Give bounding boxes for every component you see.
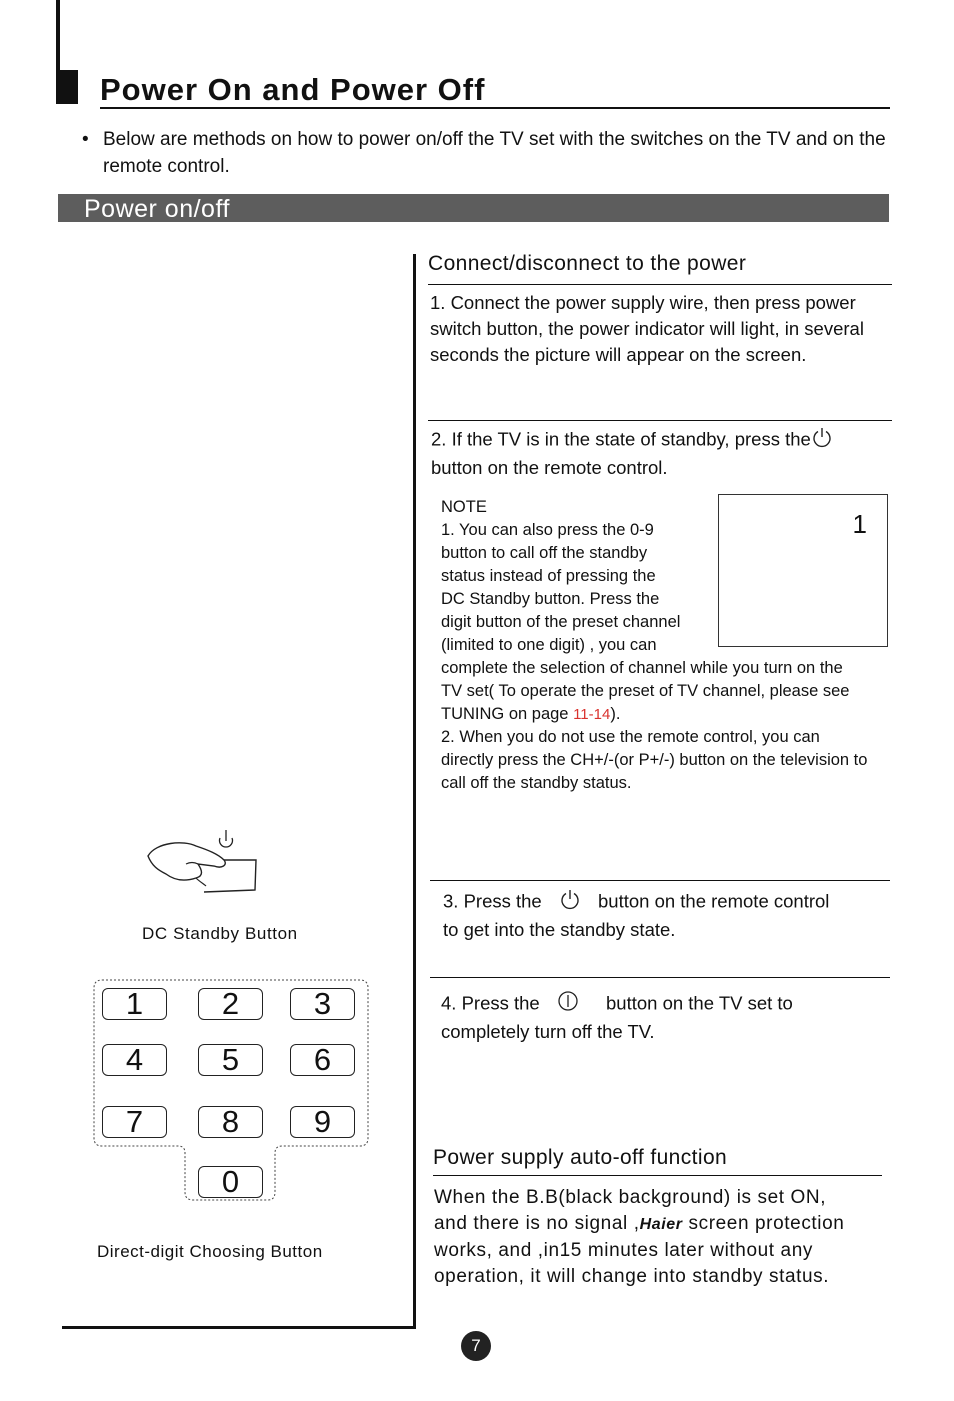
step-3-text-c: to get into the standby state. [443, 919, 676, 940]
keypad-caption: Direct-digit Choosing Button [97, 1242, 323, 1261]
note-line: call off the standby status. [441, 774, 632, 792]
step-4-rule [430, 977, 890, 978]
tv-screen-illustration [718, 494, 888, 647]
digit-key-2: 2 [198, 988, 263, 1020]
autooff-line: When the B.B(black background) is set ON, [434, 1187, 827, 1208]
connect-heading-rule [428, 284, 892, 285]
digit-keypad [92, 978, 370, 1200]
autooff-heading: Power supply auto-off function [433, 1146, 728, 1169]
note-tuning-text: TUNING on page [441, 705, 569, 723]
page-reference: 11-14 [573, 706, 611, 723]
connect-heading: Connect/disconnect to the power [428, 252, 747, 275]
digit-key-7: 7 [102, 1106, 167, 1138]
step-4 [441, 990, 891, 1045]
step-3-text-a: 3. Press the [443, 890, 542, 912]
note-line: status instead of pressing the [441, 567, 656, 585]
bullet-icon: • [82, 129, 89, 150]
note-line [441, 703, 941, 726]
power-standby-icon [811, 426, 833, 455]
autooff-line [434, 1211, 914, 1238]
header-bar-thick [56, 70, 78, 104]
digit-key-5: 5 [198, 1044, 263, 1076]
tv-channel-number: 1 [852, 509, 867, 539]
autooff-text-b: screen protection [688, 1213, 845, 1234]
page-number: 7 [461, 1331, 491, 1361]
title-underline [100, 107, 890, 109]
note-line: button to call off the standby [441, 544, 648, 562]
step-1-text: 1. Connect the power supply wire, then press power switch button, the power indicator will light, in several seconds the picture will appear on the screen. [430, 292, 864, 365]
digit-key-6: 6 [290, 1044, 355, 1076]
digit-key-8: 8 [198, 1106, 263, 1138]
note-close-paren: ). [610, 705, 621, 723]
step-4-text-c: completely turn off the TV. [441, 1021, 655, 1042]
step-3 [443, 888, 893, 943]
autooff-heading-rule [433, 1175, 882, 1176]
digit-key-4: 4 [102, 1044, 167, 1076]
note-line: (limited to one digit) , you can [441, 636, 657, 654]
digit-key-3: 3 [290, 988, 355, 1020]
step-3-text-b: button on the remote control [598, 890, 830, 912]
autooff-line: operation, it will change into standby status. [434, 1266, 830, 1287]
note-line: 2. When you do not use the remote control, you can [441, 728, 820, 746]
step-3-rule [430, 880, 890, 881]
page-title: Power On and Power Off [100, 72, 486, 107]
note-line: directly press the CH+/-(or P+/-) button on the television to [441, 751, 868, 769]
digit-key-0: 0 [198, 1166, 263, 1198]
step-4-text-b: button on the TV set to [606, 992, 793, 1014]
autooff-text [434, 1185, 914, 1290]
brand-logo: Haier [639, 1216, 683, 1233]
tv-power-switch-icon [557, 990, 579, 1019]
note-line: complete the selection of channel while you turn on the [441, 659, 843, 677]
step-2 [431, 426, 901, 481]
intro-paragraph [82, 126, 922, 180]
step-2-rule [428, 420, 892, 421]
step-2-text-a: 2. If the TV is in the state of standby, press the [431, 428, 811, 450]
hand-pressing-button-icon [144, 828, 264, 898]
standby-caption: DC Standby Button [142, 924, 298, 943]
section-header [58, 194, 889, 222]
column-divider [413, 254, 416, 1329]
note-line: 1. You can also press the 0-9 [441, 521, 654, 539]
autooff-line: works, and ,in15 minutes later without any [434, 1240, 813, 1261]
autooff-text-a: and there is no signal , [434, 1213, 640, 1234]
note-line: DC Standby button. Press the [441, 590, 660, 608]
intro-text: Below are methods on how to power on/off the TV set with the switches on the TV and on the remote control. [103, 129, 886, 177]
step-2-text-b: button on the remote control. [431, 457, 668, 478]
section-title: Power on/off [84, 195, 230, 223]
digit-key-9: 9 [290, 1106, 355, 1138]
power-standby-icon [559, 888, 581, 917]
digit-key-1: 1 [102, 988, 167, 1020]
note-label: NOTE [441, 498, 487, 516]
step-4-text-a: 4. Press the [441, 992, 540, 1014]
note-line: TV set( To operate the preset of TV channel, please see [441, 682, 850, 700]
bottom-rule [62, 1326, 415, 1329]
note-line: digit button of the preset channel [441, 613, 681, 631]
